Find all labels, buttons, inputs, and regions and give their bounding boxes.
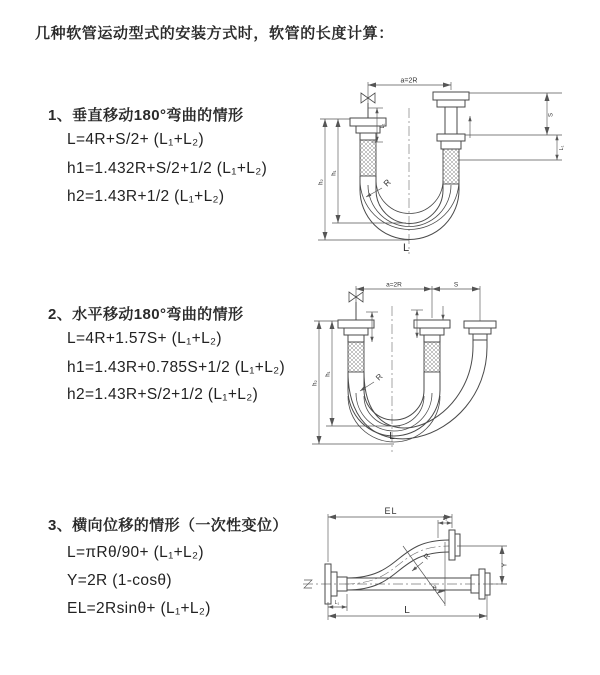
dim-label-y: Y [501, 562, 509, 568]
flange-upper-right [449, 530, 460, 560]
dim-label-h2: h₂ [312, 380, 319, 386]
formula-line: L=4R+S/2+ (L₁+L₂) [67, 131, 204, 148]
diagram-lateral-displacement [299, 494, 591, 656]
formula-line: h1=1.43R+0.785S+1/2 (L₁+L₂) [67, 359, 286, 376]
length-label: L [389, 431, 395, 442]
formula-line: h1=1.432R+S/2+1/2 (L₁+L₂) [67, 160, 268, 177]
dim-label-l1: L₁ [559, 145, 565, 151]
dim-label-el: EL [384, 506, 398, 516]
dim-label-s: S [453, 281, 459, 289]
dimension-l2 [438, 516, 452, 538]
dim-label-a2r: a=2R [400, 77, 418, 85]
formula-line: L=πRθ/90+ (L₁+L₂) [67, 544, 204, 561]
length-label: L [402, 242, 410, 254]
hose-u-bends [348, 346, 487, 442]
formula-line: EL=2Rsinθ+ (L₁+L₂) [67, 600, 211, 617]
dimension-a2r-s [356, 282, 480, 322]
dimension-h1-h2 [318, 119, 409, 240]
fitting-left [338, 320, 374, 372]
dim-label-h1: h₁ [331, 170, 338, 176]
braided-hose-section [424, 342, 440, 372]
dim-label-a2r: a=2R [386, 281, 402, 289]
radius-label: R [381, 177, 393, 189]
dim-label-l1: L₁ [334, 600, 340, 606]
angle-label-theta: θ [433, 585, 437, 592]
diagram-vertical-180-bend [306, 72, 572, 258]
centerline [303, 580, 507, 588]
section-1-heading: 1、垂直移动180°弯曲的情形 [48, 107, 244, 124]
dim-label-h1: h₁ [325, 371, 332, 377]
page-title: 几种软管运动型式的安装方式时，软管的长度计算： [35, 25, 394, 42]
dim-label-s: S [548, 112, 555, 118]
radius-label: R [374, 371, 385, 383]
formula-line: L=4R+1.57S+ (L₁+L₂) [67, 330, 222, 347]
length-label: L [404, 605, 410, 616]
dim-label-l1: L₁ [380, 123, 386, 129]
fitting-middle [414, 320, 450, 372]
fitting-right [433, 92, 469, 184]
formula-line: h2=1.43R+1/2 (L₁+L₂) [67, 188, 225, 205]
formula-line: Y=2R (1-cosθ) [67, 572, 172, 589]
dimension-s-l1-right [459, 93, 565, 160]
radius-label: R [421, 551, 433, 562]
dimension-l1-left [368, 108, 386, 142]
braided-hose-section [348, 342, 364, 372]
formula-line: h2=1.43R+S/2+1/2 (L₁+L₂) [67, 386, 259, 403]
dim-label-h2: h₂ [318, 179, 325, 185]
section-2-heading: 2、水平移动180°弯曲的情形 [48, 306, 244, 323]
section-3-heading: 3、横向位移的情形（一次性变位） [48, 517, 288, 534]
hose-displaced-position [345, 540, 449, 590]
dim-label-l2: L₂ [442, 516, 448, 522]
fitting-right [464, 321, 496, 347]
reference-arrows [366, 306, 443, 342]
diagram-horizontal-180-bend [304, 276, 594, 462]
braided-hose-section [443, 149, 459, 184]
braided-hose-section [360, 140, 376, 176]
hose-u-bend [360, 176, 459, 239]
dimension-l [328, 595, 487, 620]
